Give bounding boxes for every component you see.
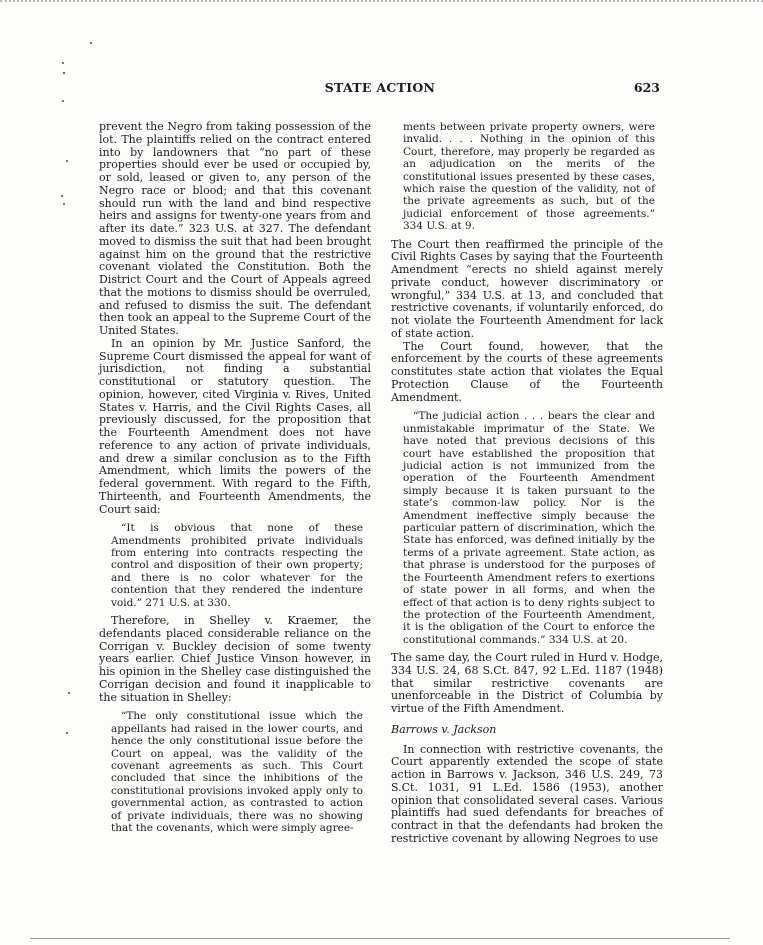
paragraph: Therefore, in Shelley v. Kraemer, the defendants placed considerable reliance on the Corrigan v. Buckley decision of some twenty years earlier. Chief Justice Vinson however, in his opinion in the Shelley case distinguished the Corrigan decision and found it inapplicable to the situation in Shelley:: [99, 614, 371, 704]
left-column: [99, 121, 371, 840]
scan-speck: [62, 62, 64, 64]
paragraph: The Court found, however, that the enforcement by the courts of these agreements constitutes state action that violates the Equal Protection Clause of the Fourteenth Amendment.: [391, 339, 663, 404]
page-number: 623: [633, 80, 660, 95]
right-column: [391, 121, 663, 846]
scan-speck: [90, 42, 92, 44]
block-quote: “The only constitutional issue which the appellants had raised in the lower courts, and hence the only constitutional issue before the Court on appeal, was the validity of the covenant agreements as such. This Court concluded that since the inhibitions of the constitutional provisions invoked apply only to governmental action, as contrasted to action of private individuals, there was no showing that the covenants, which were simply agree-: [111, 710, 363, 834]
bottom-rule: [30, 938, 730, 939]
running-header: [100, 80, 660, 100]
paragraph: prevent the Negro from taking possession of the lot. The plaintiffs relied on the contract entered into by landowners that “no part of these properties should ever be used or occupied by, or sold, leased or given to, any person of the Negro race or blood; and that this covenant should run with the land and bind respective heirs and assigns for twenty-one years from and after its date.” 323 U.S. at 327. The defendant moved to dismiss the suit that had been brought against him on the ground that the restrictive covenant violated the Constitution. Both the District Court and the Court of Appeals agreed that the motions to dismiss should be overruled, and refused to dismiss the suit. The defendant then took an appeal to the Supreme Court of the United States.: [99, 120, 371, 337]
paragraph: The same day, the Court ruled in Hurd v. Hodge, 334 U.S. 24, 68 S.Ct. 847, 92 L.Ed. 1187 (1948) that similar restrictive covenants are unenforceable in the District of Columbia by virtue of the Fifth Amendment.: [391, 651, 663, 716]
scan-speck: [66, 732, 68, 734]
block-quote: “The judicial action . . . bears the clear and unmistakable imprimatur of the State. We have noted that previous decisions of this court have established the proposition that judicial action is not immunized from the operation of the Fourteenth Amendment simply because it is taken pursuant to the state’s common-law policy. Nor is the Amendment ineffective simply because the particular pattern of discrimination, which the State has enforced, was defined initially by the terms of a private agreement. State action, as that phrase is understood for the purposes of the Fourteenth Amendment refers to exertions of state power in all forms, and when the effect of that action is to deny rights subject to the protection of the Fourteenth Amendment, it is the obligation of the Court to enforce the constitutional commands.” 334 U.S. at 20.: [403, 410, 655, 646]
section-heading: Barrows v. Jackson: [391, 722, 497, 736]
block-quote-continued: ments between private property owners, were invalid. . . . Nothing in the opinion of this Court, therefore, may properly be regarded as an adjudication on the merits of the constitutional issues presented by these cases, which raise the question of the validity, not of the private agreements as such, but of the judicial enforcement of those agreements.” 334 U.S. at 9.: [403, 121, 655, 233]
scan-speck: [62, 100, 64, 102]
scan-speck: [66, 160, 68, 162]
scan-speck: [61, 195, 63, 197]
scan-speck: [68, 692, 70, 694]
paragraph: In connection with restrictive covenants, the Court apparently extended the scope of state action in Barrows v. Jackson, 346 U.S. 249, 73 S.Ct. 1031, 91 L.Ed. 1586 (1953), another opinion that consolidated several cases. Various plaintiffs had sued defendants for breaches of contract in that the defendants had broken the restrictive covenant by allowing Negroes to use: [391, 742, 663, 845]
paragraph: The Court then reaffirmed the principle of the Civil Rights Cases by saying that the Fourteenth Amendment “erects no shield against merely private conduct, however discriminatory or wrongful,” 334 U.S. at 13, and concluded that restrictive covenants, if voluntarily enforced, do not violate the Fourteenth Amendment for lack of state action.: [391, 237, 663, 340]
running-title: STATE ACTION: [324, 80, 436, 95]
top-border: [0, 0, 763, 2]
paragraph: In an opinion by Mr. Justice Sanford, the Supreme Court dismissed the appeal for want of jurisdiction, not finding a substantial constitutional or statutory question. The opinion, however, cited Virginia v. Rives, United States v. Harris, and the Civil Rights Cases, all previously discussed, for the proposition that the Fourteenth Amendment does not have reference to any action of private individuals, and drew a similar conclusion as to the Fifth Amendment, which limits the powers of the federal government. With regard to the Fifth, Thirteenth, and Fourteenth Amendments, the Court said:: [99, 336, 371, 516]
scan-speck: [63, 72, 65, 74]
block-quote: “It is obvious that none of these Amendments prohibited private individuals from entering into contracts respecting the control and disposition of their own property; and there is no color whatever for the contention that they rendered the indenture void.” 271 U.S. at 330.: [111, 522, 363, 609]
scan-speck: [63, 203, 65, 205]
